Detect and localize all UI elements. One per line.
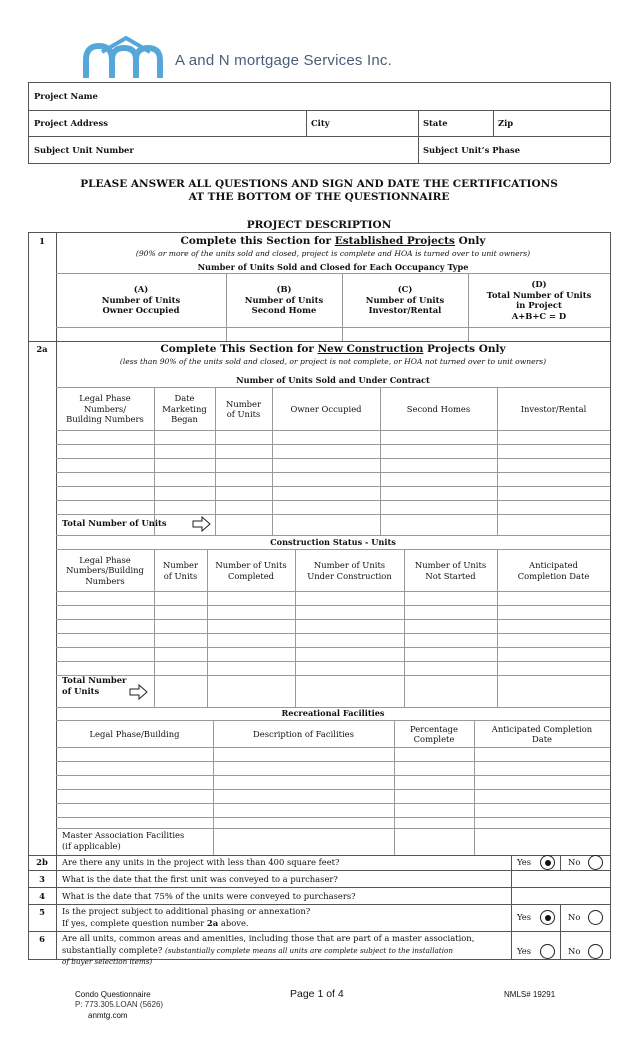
sold-col-legal-phase: Legal Phase Numbers/ Building Numbers	[66, 393, 144, 425]
footer-page-number: Page 1 of 4	[290, 988, 344, 1000]
section-2a-title: Complete This Section for New Construction Projects Only	[160, 343, 506, 355]
subject-unit-phase-label: Subject Unit’s Phase	[423, 145, 521, 155]
project-description-title: PROJECT DESCRIPTION	[246, 219, 392, 231]
master-association-label: Master Association Facilities (if applicable)	[62, 830, 185, 851]
construction-col-completion-date: Anticipated Completion Date	[517, 560, 590, 581]
question-number: 4	[39, 891, 45, 901]
construction-col-completed: Number of Units Completed	[215, 560, 287, 581]
rec-col-description: Description of Facilities	[253, 728, 354, 739]
subject-unit-number-label: Subject Unit Number	[34, 145, 134, 155]
sold-heading: Number of Units Sold and Under Contract	[236, 375, 430, 385]
yes-label: Yes	[517, 912, 532, 922]
sold-col-owner-occupied: Owner Occupied	[290, 403, 362, 414]
question-subtext: If yes, complete question number 2a above.	[62, 918, 249, 928]
anm-logo-mark-icon	[82, 36, 172, 82]
rec-col-completion-date: Anticipated Completion Date	[491, 723, 593, 744]
question-subtext-2: of buyer selection items)	[62, 957, 153, 966]
instructions-line-1: PLEASE ANSWER ALL QUESTIONS AND SIGN AND DATE THE CERTIFICATIONS	[80, 178, 558, 190]
arrow-right-icon	[192, 516, 212, 532]
section-2a-number: 2a	[36, 344, 48, 354]
col-d-header: (D) Total Number of Units in Project A+B+C = D	[486, 279, 592, 321]
section-1-title: Complete this Section for Established Projects Only	[180, 235, 486, 247]
sold-col-second-homes: Second Homes	[406, 403, 471, 414]
construction-col-under-construction: Number of Units Under Construction	[307, 560, 392, 581]
question-subtext: substantially complete? (substantially complete means all units are complete subject to the installation	[62, 945, 453, 955]
yes-radio[interactable]	[540, 910, 555, 925]
construction-col-number-units: Number of Units	[163, 560, 198, 581]
question-number: 2b	[36, 857, 48, 867]
company-name: A and N mortgage Services Inc.	[175, 52, 392, 69]
col-a-header: (A) Number of Units Owner Occupied	[101, 284, 181, 316]
question-text: Are there any units in the project with less than 400 square feet?	[62, 857, 340, 867]
sold-total-label: Total Number of Units	[62, 518, 167, 528]
construction-total-label: Total Number of Units	[62, 675, 127, 696]
col-b-header: (B) Number of Units Second Home	[244, 284, 324, 316]
rec-heading: Recreational Facilities	[281, 708, 385, 718]
no-radio[interactable]	[588, 855, 603, 870]
construction-heading: Construction Status - Units	[270, 537, 396, 547]
question-number: 3	[39, 874, 45, 884]
question-text: Are all units, common areas and amenities, including those that are part of a master association,	[62, 933, 475, 943]
project-address-label: Project Address	[34, 118, 108, 128]
zip-label: Zip	[498, 118, 514, 128]
date-answer-field[interactable]	[512, 871, 610, 886]
company-logo	[82, 34, 412, 84]
state-label: State	[423, 118, 448, 128]
rec-col-percentage: Percentage Complete	[410, 723, 458, 744]
question-text: Is the project subject to additional phasing or annexation?	[62, 906, 311, 916]
yes-radio[interactable]	[540, 944, 555, 959]
sold-col-number-units: Number of Units	[226, 398, 261, 419]
yes-radio[interactable]	[540, 855, 555, 870]
question-text: What is the date that the first unit was conveyed to a purchaser?	[62, 874, 338, 884]
footer-nmls: NMLS# 19291	[504, 990, 556, 999]
construction-col-legal-phase: Legal Phase Numbers/Building Numbers	[66, 554, 144, 586]
question-number: 5	[39, 907, 45, 917]
rec-col-legal-phase: Legal Phase/Building	[89, 728, 180, 739]
no-label: No	[568, 946, 581, 956]
col-c-header: (C) Number of Units Investor/Rental	[365, 284, 445, 316]
question-text: What is the date that 75% of the units were conveyed to purchasers?	[62, 891, 356, 901]
section-1-note: (90% or more of the units sold and closed, project is complete and HOA is turned over to unit owners)	[135, 249, 531, 258]
sold-col-date-marketing: Date Marketing Began	[162, 393, 207, 425]
no-label: No	[568, 857, 581, 867]
yes-label: Yes	[517, 946, 532, 956]
yes-label: Yes	[517, 857, 532, 867]
footer-site: anmtg.com	[88, 1011, 128, 1020]
project-name-label: Project Name	[34, 91, 98, 101]
question-number: 6	[39, 934, 45, 944]
no-radio[interactable]	[588, 944, 603, 959]
section-1-number: 1	[39, 236, 45, 246]
instructions-line-2: AT THE BOTTOM OF THE QUESTIONNAIRE	[188, 191, 450, 203]
no-radio[interactable]	[588, 910, 603, 925]
footer-doc-name: Condo Questionnaire	[75, 990, 151, 999]
no-label: No	[568, 912, 581, 922]
footer-phone: P: 773.305.LOAN (5626)	[75, 1000, 164, 1009]
date-answer-field[interactable]	[512, 888, 610, 903]
arrow-right-icon	[129, 684, 149, 700]
section-1-subheading: Number of Units Sold and Closed for Each Occupancy Type	[197, 262, 469, 272]
section-2a-note: (less than 90% of the units sold and closed, or project is not complete, or HOA not turned over to unit owners)	[119, 357, 547, 366]
city-label: City	[311, 118, 330, 128]
construction-col-not-started: Number of Units Not Started	[414, 560, 487, 581]
sold-col-investor-rental: Investor/Rental	[520, 403, 587, 414]
